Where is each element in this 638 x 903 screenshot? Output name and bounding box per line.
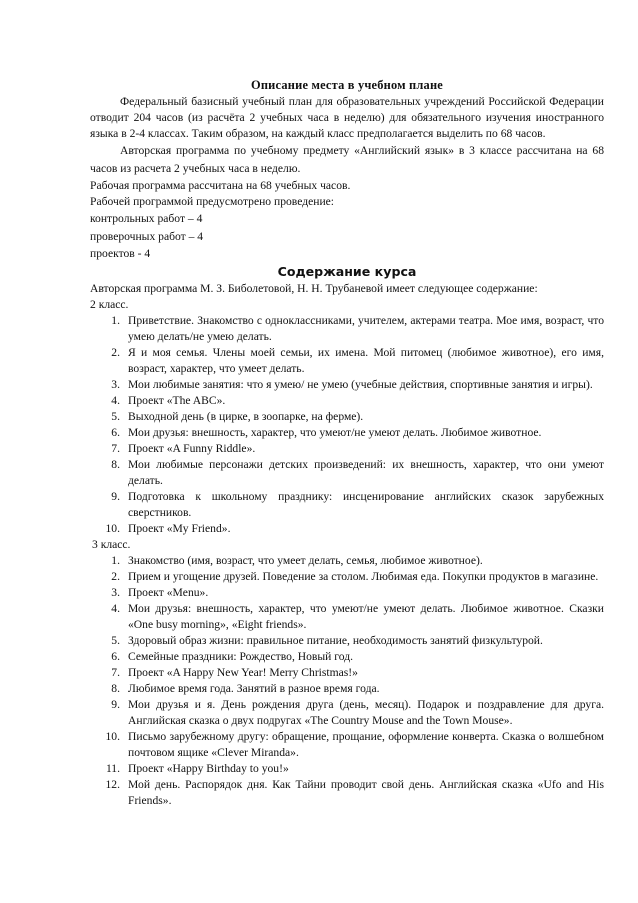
list-item [90,729,604,761]
line-projects: проектов - 4 [90,247,151,260]
list-item-number: 3. [111,377,120,391]
list-item [90,553,604,569]
list-item [90,761,604,777]
list-item-text: Знакомство (имя, возраст, что умеет делать, семья, любимое животное). [128,553,483,567]
section-title-curriculum-place: Описание места в учебном плане [251,78,443,92]
list-item-number: 7. [111,665,120,679]
list-item-text: Проект «Happy Birthday to you!» [128,761,289,775]
list-item-number: 1. [111,313,120,327]
list-item [90,425,604,441]
list-item [90,681,604,697]
list-item-text: Мой день. Распорядок дня. Как Тайни проводит свой день. Английская сказка «Ufo and His Friends». [128,777,604,807]
line-work-program-hours: Рабочая программа рассчитана на 68 учебных часов. [90,179,351,192]
grade-3-label: 3 класс. [92,537,131,551]
list-item [90,521,604,537]
paragraph-federal-plan: Федеральный базисный учебный план для образовательных учреждений Российской Федерации отводит 204 часов (из расчёта 2 учебных часа в неделю) для обязательного изучения иностранного языка в 2-4 классах. Таким образом, на каждый класс предполагается выделить по 68 часов. [90,95,604,140]
list-item-text: Прием и угощение друзей. Поведение за столом. Любимая еда. Покупки продуктов в магазине. [128,569,599,583]
list-item [90,441,604,457]
list-item [90,777,604,809]
list-item-number: 7. [111,441,120,455]
list-item [90,633,604,649]
line-test-works: проверочных работ – 4 [90,229,204,243]
list-item [90,313,604,345]
list-item [90,409,604,425]
list-item-number: 8. [111,457,120,471]
list-item-text: Проект «A Funny Riddle». [128,441,256,455]
list-item-number: 6. [111,649,120,663]
line-work-program-includes: Рабочей программой предусмотрено проведение: [90,195,335,208]
section-title-course-content: Содержание курса [277,263,417,279]
list-item-number: 2. [111,569,120,583]
document-page [90,76,604,809]
list-item-number: 4. [111,601,120,615]
grade-2-label: 2 класс. [90,297,129,311]
list-item-text: Подготовка к школьному празднику: инсценирование английских сказок зарубежных сверстников. [128,489,604,519]
list-item-text: Письмо зарубежному другу: обращение, прощание, оформление конверта. Сказка о волшебном почтовом ящике «Clever Miranda». [128,729,604,759]
list-item-text: Проект «A Happy New Year! Merry Christmas!» [128,665,358,679]
list-item-text: Выходной день (в цирке, в зоопарке, на ферме). [128,409,364,423]
list-item [90,569,604,585]
list-item-number: 3. [111,585,120,599]
list-item [90,697,604,729]
list-item-number: 5. [111,409,120,423]
list-item-number: 10. [105,729,120,743]
list-item-text: Мои друзья: внешность, характер, что умеют/не умеют делать. Любимое животное. [128,425,542,439]
list-item-number: 12. [105,777,120,791]
list-item [90,665,604,681]
list-item-number: 9. [111,489,120,503]
list-item [90,649,604,665]
grade-3-topic-list [90,553,604,809]
line-control-works: контрольных работ – 4 [90,212,203,225]
list-item-text: Мои друзья: внешность, характер, что умеют/не умеют делать. Любимое животное. Сказки «One busy morning», «Eight friends». [128,601,604,631]
list-item [90,457,604,489]
list-item-number: 11. [105,761,120,775]
list-item-number: 6. [111,425,120,439]
list-item-text: Здоровый образ жизни: правильное питание, необходимость занятий физкультурой. [128,633,543,647]
list-item-text: Мои любимые персонажи детских произведений: их внешность, характер, что они умеют делать. [128,457,604,487]
list-item-text: Проект «The ABC». [128,393,226,407]
list-item-number: 2. [111,345,120,359]
list-item-number: 1. [111,553,120,567]
list-item-number: 9. [111,697,120,711]
list-item [90,489,604,521]
list-item-number: 5. [111,633,120,647]
paragraph-author-program: Авторская программа по учебному предмету «Английский язык» в 3 классе рассчитана на 68 часов из расчета 2 учебных часа в неделю. [90,144,604,175]
list-item-number: 4. [111,393,120,407]
course-intro: Авторская программа М. З. Биболетовой, Н. Н. Трубаневой имеет следующее содержание: [90,281,538,295]
list-item-text: Любимое время года. Занятий в разное время года. [128,681,380,695]
list-item [90,601,604,633]
list-item [90,393,604,409]
list-item-text: Проект «Menu». [128,585,209,599]
list-item [90,345,604,377]
list-item [90,377,604,393]
list-item-number: 10. [105,521,120,535]
list-item-text: Приветствие. Знакомство с одноклассниками, учителем, актерами театра. Мое имя, возраст, что умею делать/не умею делать. [128,313,604,343]
list-item-text: Я и моя семья. Члены моей семьи, их имена. Мой питомец (любимое животное), его имя, возраст, характер, что умеет делать. [128,345,604,375]
list-item [90,585,604,601]
list-item-text: Мои друзья и я. День рождения друга (день, месяц). Подарок и поздравление для друга. Английская сказка о двух подругах «The Country Mouse and the Town Mouse». [128,697,604,727]
list-item-number: 8. [111,681,120,695]
grade-2-topic-list [90,313,604,537]
list-item-text: Проект «My Friend». [128,521,231,535]
list-item-text: Семейные праздники: Рождество, Новый год. [128,649,354,663]
list-item-text: Мои любимые занятия: что я умею/ не умею (учебные действия, спортивные занятия и игры). [128,377,593,391]
